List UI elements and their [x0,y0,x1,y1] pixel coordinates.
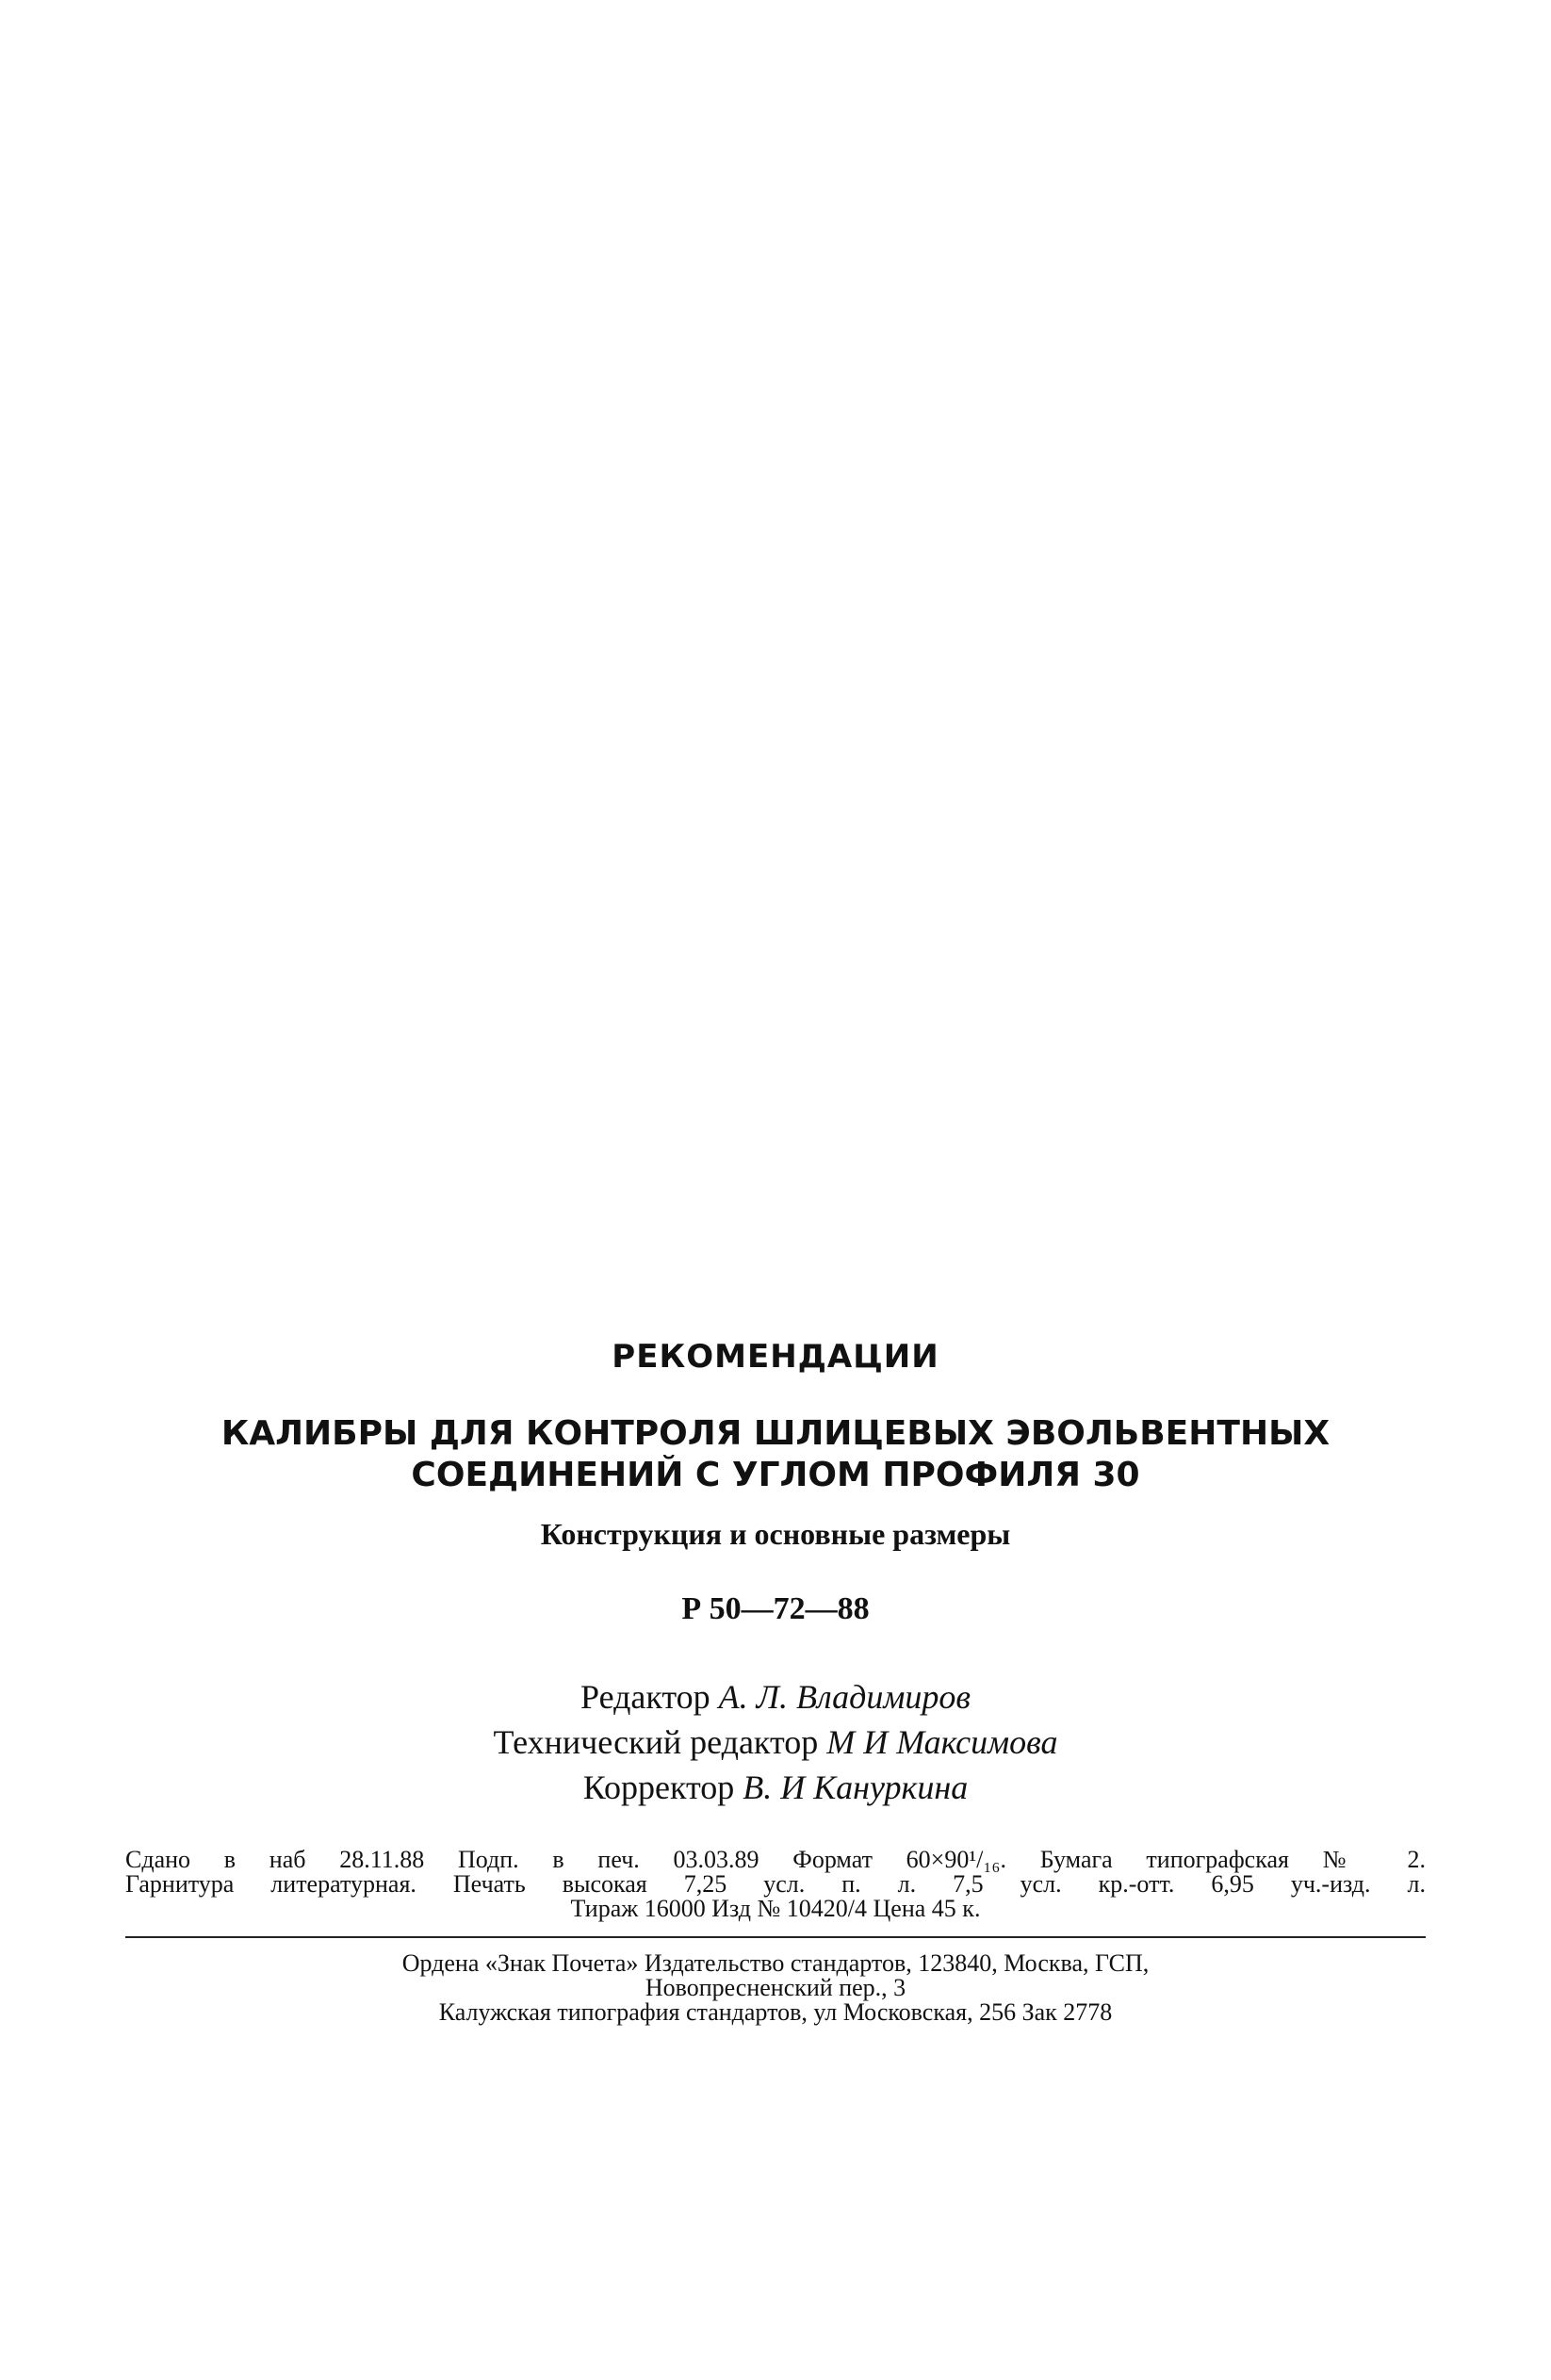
staff-proofreader [0,1765,1551,1810]
staff-editor [0,1674,1551,1720]
print-details-line-3: Тираж 16000 Изд № 10420/4 Цена 45 к. [570,1895,981,1922]
staff-credits [0,1674,1551,1810]
document-type-label: РЕКОМЕНДАЦИИ [612,1338,939,1376]
print-details-line-1: Сдано в наб 28.11.88 Подп. в печ. 03.03.89 Формат 60×90¹/₁₆. Бумага типографская № 2. [125,1846,1426,1873]
publisher-info [0,1951,1551,2025]
staff-name: М И Максимова [826,1723,1058,1761]
document-subtitle: Конструкция и основные размеры [540,1517,1011,1551]
title-line-2: СОЕДИНЕНИЙ С УГЛОМ ПРОФИЛЯ 30 [411,1456,1140,1494]
publisher-line-2: Новопресненский пер., 3 [645,1974,906,2001]
separator-rule [125,1936,1426,1938]
document-title [0,1413,1551,1496]
staff-role: Редактор [580,1678,710,1716]
publisher-line-1: Ордена «Знак Почета» Издательство стандартов, 123840, Москва, ГСП, [401,1949,1150,1977]
staff-name: В. И Кануркина [743,1769,969,1806]
print-details-line-2: Гарнитура литературная. Печать высокая 7,25 усл. п. л. 7,5 усл. кр.-отт. 6,95 уч.-изд. л. [125,1870,1426,1898]
staff-name: А. Л. Владимиров [718,1678,971,1716]
staff-role: Корректор [582,1769,735,1806]
publisher-line-3: Калужская типография стандартов, ул Московская, 256 Зак 2778 [438,1998,1113,2026]
title-line-1: КАЛИБРЫ ДЛЯ КОНТРОЛЯ ШЛИЦЕВЫХ ЭВОЛЬВЕНТНЫХ [220,1414,1331,1453]
staff-technical-editor [0,1720,1551,1765]
staff-role: Технический редактор [493,1723,819,1761]
document-designation: Р 50—72—88 [681,1591,870,1626]
colophon-block [0,1338,1551,2025]
print-details [125,1848,1426,1921]
